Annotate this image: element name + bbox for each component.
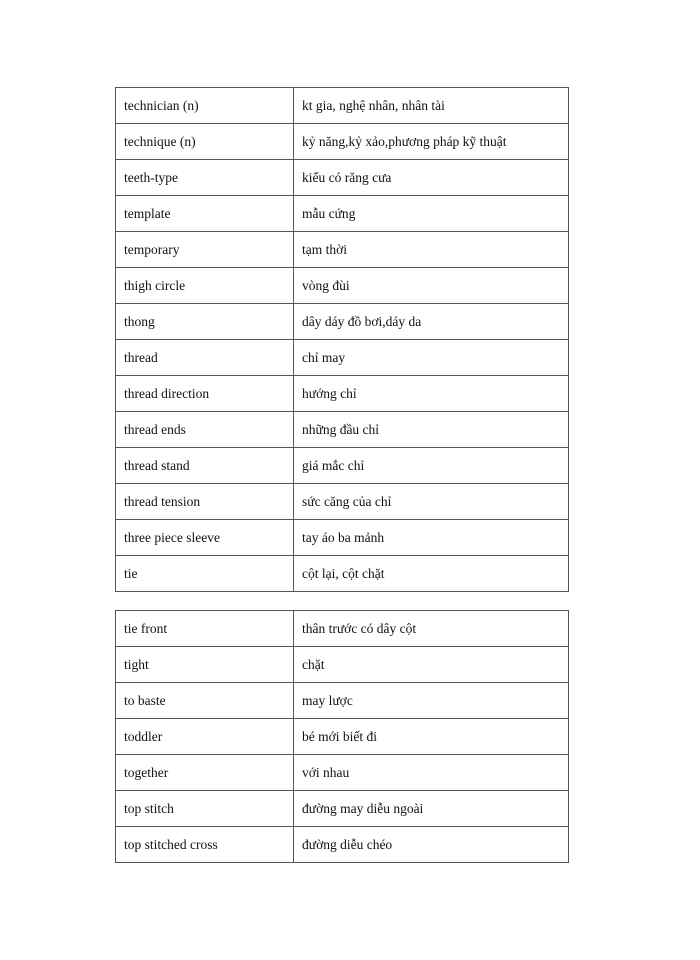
table-row <box>116 160 569 196</box>
table-row <box>116 827 569 863</box>
meaning-cell: với nhau <box>294 755 569 791</box>
table-row <box>116 376 569 412</box>
meaning-cell: giá mắc chỉ <box>294 448 569 484</box>
term-cell: teeth-type <box>116 160 294 196</box>
table-row <box>116 340 569 376</box>
meaning-cell: dây dáy đồ bơi,dáy da <box>294 304 569 340</box>
table-row <box>116 484 569 520</box>
table-row <box>116 124 569 160</box>
term-cell: tie front <box>116 611 294 647</box>
table-row <box>116 448 569 484</box>
table-row <box>116 791 569 827</box>
meaning-cell: sức căng của chỉ <box>294 484 569 520</box>
term-cell: tie <box>116 556 294 592</box>
term-cell: thread <box>116 340 294 376</box>
meaning-cell: mẫu cứng <box>294 196 569 232</box>
table-row <box>116 232 569 268</box>
term-cell: thread direction <box>116 376 294 412</box>
glossary-table-2 <box>115 610 569 863</box>
table-row <box>116 88 569 124</box>
meaning-cell: may lược <box>294 683 569 719</box>
meaning-cell: cột lại, cột chặt <box>294 556 569 592</box>
term-cell: temporary <box>116 232 294 268</box>
table-row <box>116 719 569 755</box>
term-cell: template <box>116 196 294 232</box>
term-cell: thigh circle <box>116 268 294 304</box>
table-row <box>116 647 569 683</box>
term-cell: three piece sleeve <box>116 520 294 556</box>
meaning-cell: chỉ may <box>294 340 569 376</box>
term-cell: together <box>116 755 294 791</box>
term-cell: thread tension <box>116 484 294 520</box>
term-cell: tight <box>116 647 294 683</box>
meaning-cell: bé mới biết đi <box>294 719 569 755</box>
table-row <box>116 520 569 556</box>
meaning-cell: thân trước có dây cột <box>294 611 569 647</box>
meaning-cell: đường diễu chéo <box>294 827 569 863</box>
table-row <box>116 196 569 232</box>
term-cell: thread ends <box>116 412 294 448</box>
term-cell: to baste <box>116 683 294 719</box>
meaning-cell: kt gia, nghệ nhân, nhân tài <box>294 88 569 124</box>
meaning-cell: hướng chỉ <box>294 376 569 412</box>
term-cell: thong <box>116 304 294 340</box>
meaning-cell: đường may diễu ngoài <box>294 791 569 827</box>
term-cell: toddler <box>116 719 294 755</box>
glossary-table-1 <box>115 87 569 592</box>
table-row <box>116 412 569 448</box>
term-cell: technician (n) <box>116 88 294 124</box>
term-cell: technique (n) <box>116 124 294 160</box>
meaning-cell: chặt <box>294 647 569 683</box>
table-row <box>116 755 569 791</box>
meaning-cell: những đầu chỉ <box>294 412 569 448</box>
term-cell: thread stand <box>116 448 294 484</box>
meaning-cell: kỷ năng,kỷ xảo,phương pháp kỹ thuật <box>294 124 569 160</box>
meaning-cell: vòng đùi <box>294 268 569 304</box>
meaning-cell: tạm thời <box>294 232 569 268</box>
table-row <box>116 683 569 719</box>
table-row <box>116 556 569 592</box>
table-row <box>116 611 569 647</box>
term-cell: top stitched cross <box>116 827 294 863</box>
table-row <box>116 304 569 340</box>
term-cell: top stitch <box>116 791 294 827</box>
table-row <box>116 268 569 304</box>
meaning-cell: kiểu có răng cưa <box>294 160 569 196</box>
meaning-cell: tay áo ba mảnh <box>294 520 569 556</box>
